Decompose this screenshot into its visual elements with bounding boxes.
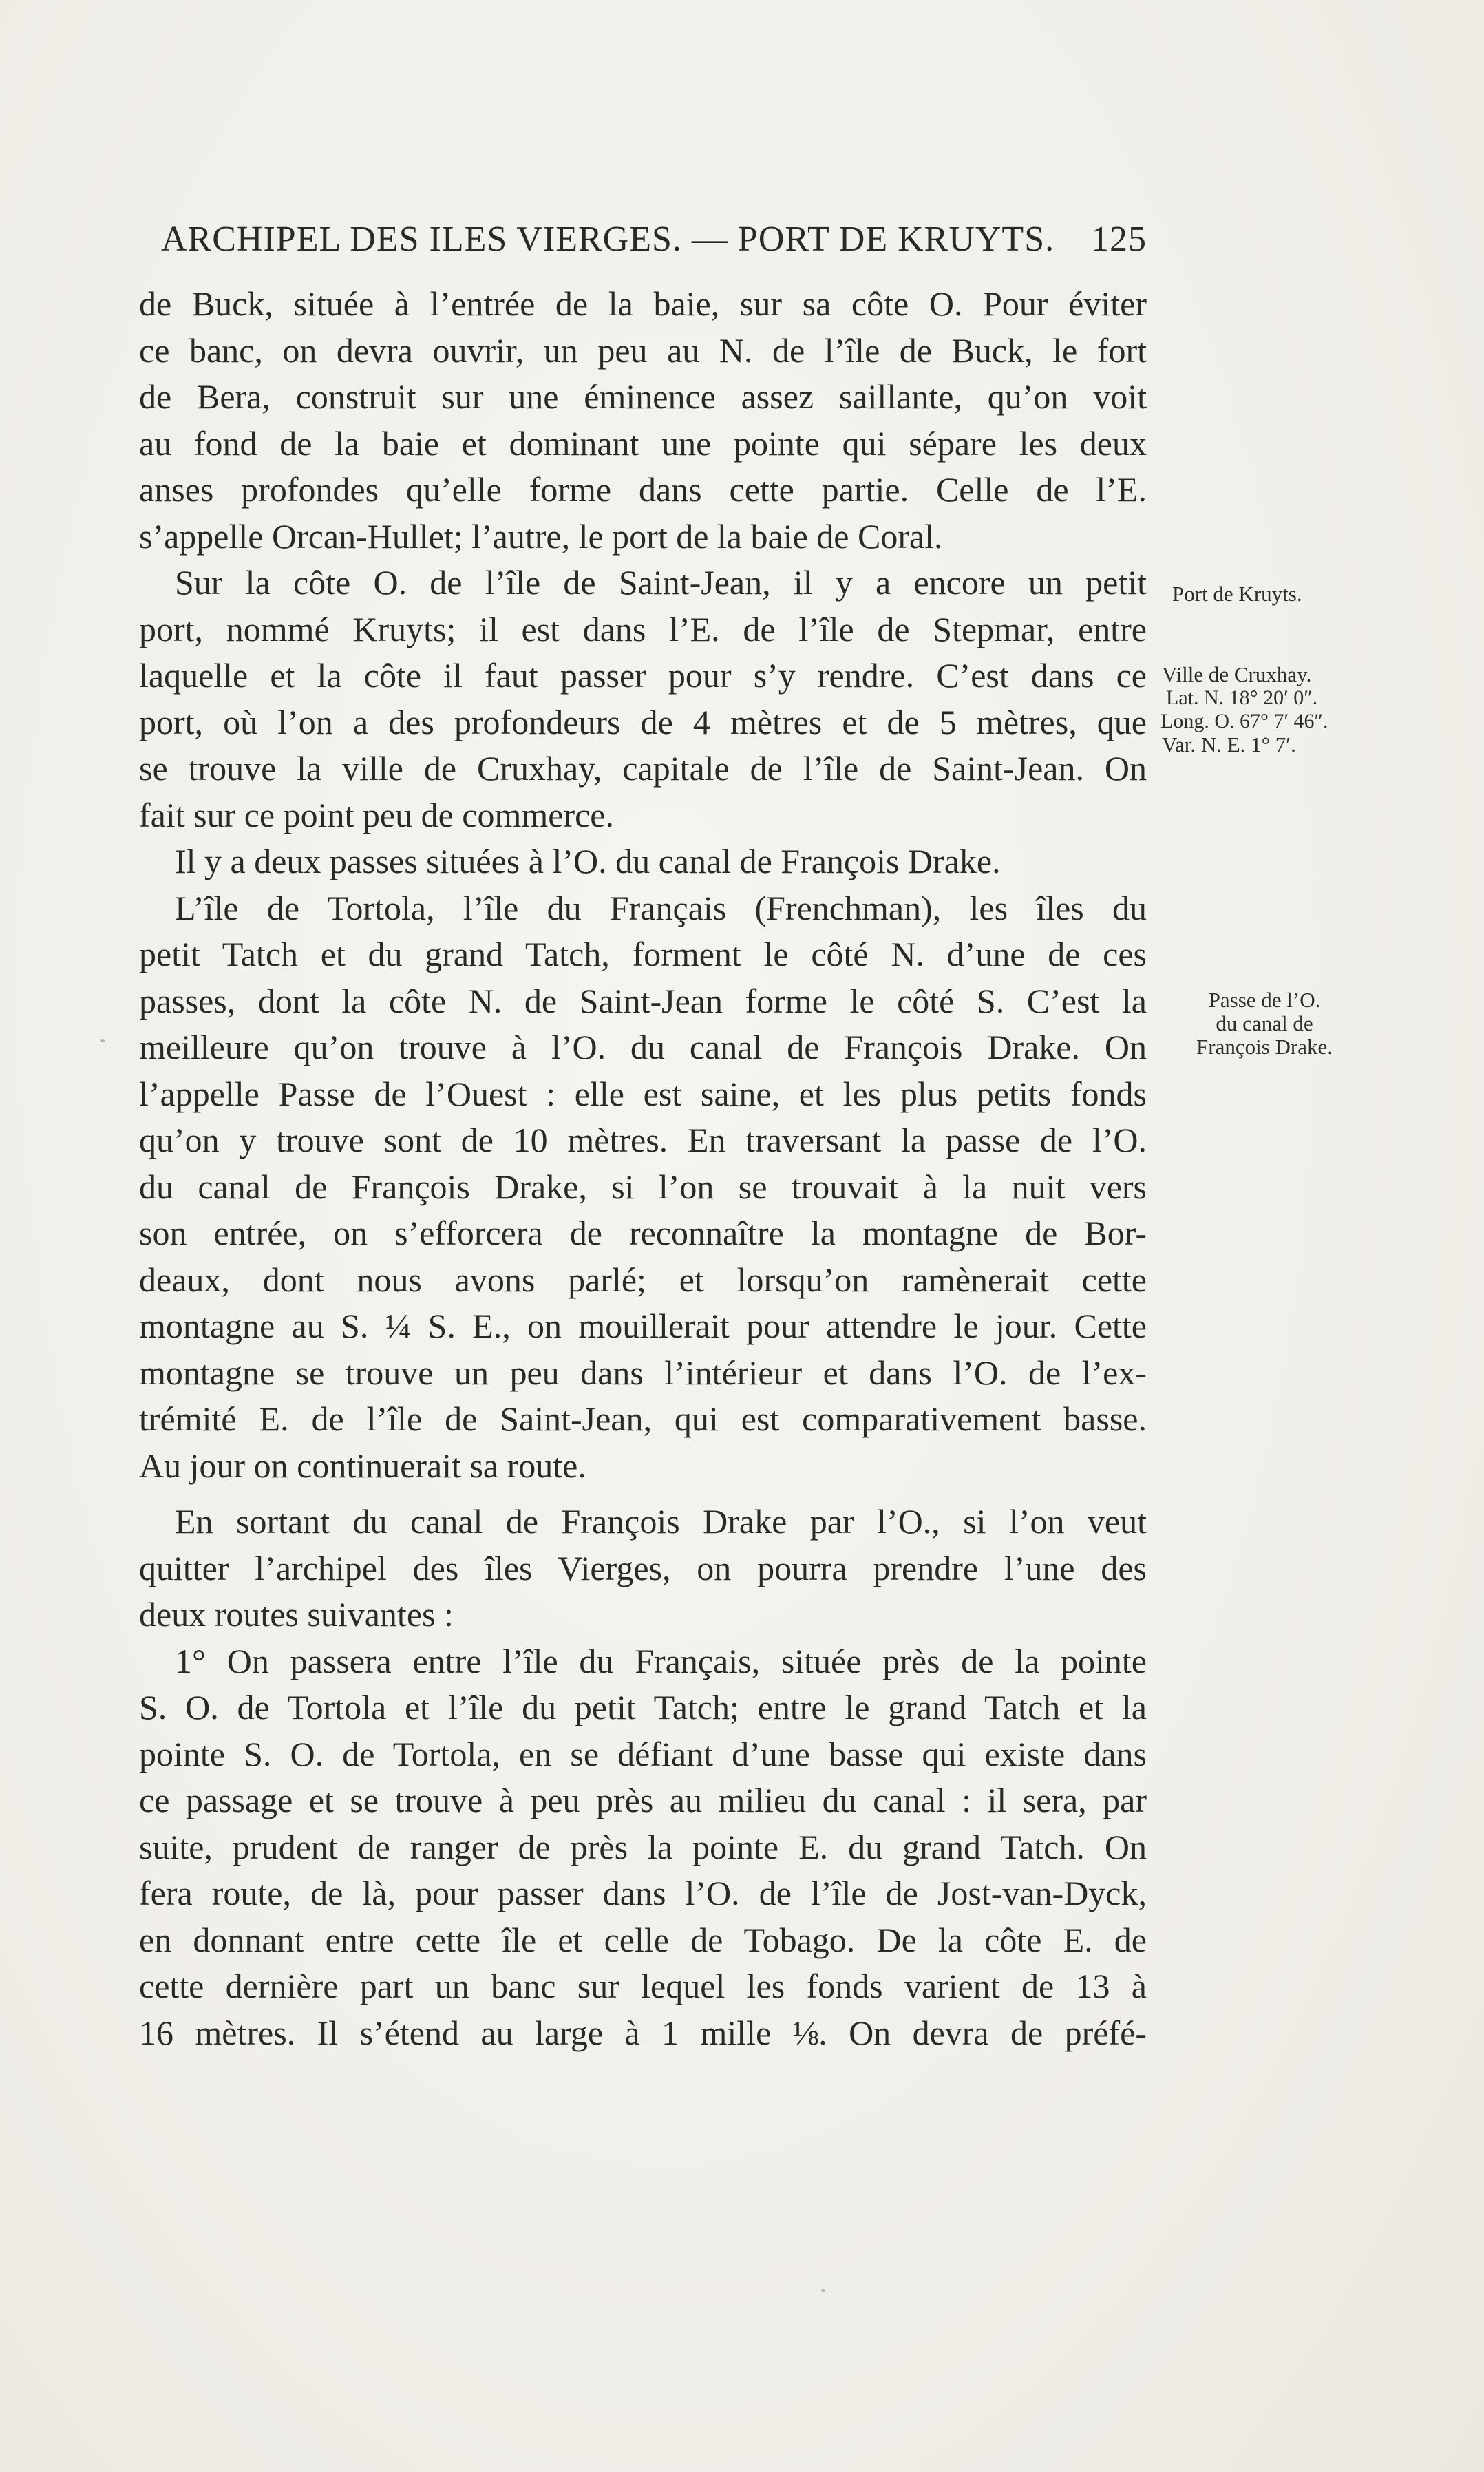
text-line: deaux, dont nous avons parlé; et lorsqu’on ramènerait cette [139, 1260, 1147, 1299]
margin-note-line: Port de Kruyts. [1172, 582, 1302, 606]
text-line: deux routes suivantes : [139, 1595, 454, 1634]
running-head-title: ARCHIPEL DES ILES VIERGES. — PORT DE KRUYTS. [161, 220, 1055, 259]
text-line: ce passage et se trouve à peu près au milieu du canal : il sera, par [139, 1781, 1147, 1819]
text-line: Il y a deux passes situées à l’O. du canal de François Drake. [175, 842, 1001, 880]
text-line: anses profondes qu’elle forme dans cette partie. Celle de l’E. [139, 470, 1147, 509]
margin-note-passe-ouest [1174, 989, 1355, 1059]
text-line: pointe S. O. de Tortola, en se défiant d’une basse qui existe dans [139, 1734, 1147, 1773]
margin-note-port-kruyts [1172, 582, 1302, 606]
text-line: l’appelle Passe de l’Ouest : elle est saine, et les plus petits fonds [139, 1074, 1147, 1113]
text-line: fera route, de là, pour passer dans l’O. de l’île de Jost-van-Dyck, [139, 1874, 1147, 1912]
text-line: meilleure qu’on trouve à l’O. du canal de François Drake. On [139, 1028, 1147, 1066]
text-line: suite, prudent de ranger de près la pointe E. du grand Tatch. On [139, 1827, 1147, 1866]
text-line: trémité E. de l’île de Saint-Jean, qui est comparativement basse. [139, 1399, 1147, 1438]
text-line: montagne se trouve un peu dans l’intérieur et dans l’O. de l’ex- [139, 1353, 1147, 1392]
margin-note-line: Ville de Cruxhay. [1162, 662, 1312, 686]
body-text [139, 281, 1147, 2056]
margin-note-line: François Drake. [1196, 1035, 1333, 1059]
text-line: S. O. de Tortola et l’île du petit Tatch; entre le grand Tatch et la [139, 1688, 1147, 1726]
text-line: de Bera, construit sur une éminence assez saillante, qu’on voit [139, 377, 1147, 416]
paper-speck [100, 1039, 105, 1042]
text-line: qu’on y trouve sont de 10 mètres. En traversant la passe de l’O. [139, 1121, 1147, 1159]
text-line: 16 mètres. Il s’étend au large à 1 mille ⅛. On devra de préfé- [139, 2013, 1147, 2052]
text-line: ce banc, on devra ouvrir, un peu au N. de l’île de Buck, le fort [139, 330, 1147, 370]
text-line: port, nommé Kruyts; il est dans l’E. de l’île de Stepmar, entre [139, 609, 1147, 648]
text-line: petit Tatch et du grand Tatch, forment le côté N. d’une de ces [139, 935, 1147, 973]
margin-note-line: Lat. N. 18° 20′ 0″. [1166, 686, 1318, 709]
margin-note-cruxhay [1160, 663, 1328, 757]
text-line: de Buck, située à l’entrée de la baie, sur sa côte O. Pour éviter [139, 284, 1147, 323]
text-line: cette dernière part un banc sur lequel les fonds varient de 13 à [139, 1967, 1147, 2005]
margin-note-line: du canal de [1216, 1011, 1313, 1035]
text-line: passes, dont la côte N. de Saint-Jean forme le côté S. C’est la [139, 981, 1147, 1020]
text-line: port, où l’on a des profondeurs de 4 mètres et de 5 mètres, que [139, 702, 1147, 741]
running-head [161, 219, 1147, 267]
paper-speck [821, 2289, 825, 2292]
text-line: En sortant du canal de François Drake par l’O., si l’on veut [175, 1502, 1147, 1541]
text-line: au fond de la baie et dominant une pointe qui sépare les deux [139, 423, 1147, 463]
margin-note-line: Var. N. E. 1° 7′. [1162, 732, 1296, 757]
text-line: quitter l’archipel des îles Vierges, on pourra prendre l’une des [139, 1548, 1147, 1587]
text-line: fait sur ce point peu de commerce. [139, 795, 614, 834]
margin-note-line: Long. O. 67° 7′ 46″. [1160, 710, 1328, 732]
text-line: L’île de Tortola, l’île du Français (Frenchman), les îles du [175, 888, 1147, 927]
page-number: 125 [1091, 220, 1147, 259]
text-line: Sur la côte O. de l’île de Saint-Jean, il y a encore un petit [175, 563, 1147, 602]
text-line: Au jour on continuerait sa route. [139, 1446, 586, 1485]
text-line: du canal de François Drake, si l’on se trouvait à la nuit vers [139, 1167, 1147, 1206]
text-line: s’appelle Orcan-Hullet; l’autre, le port de la baie de Coral. [139, 516, 943, 556]
text-line: en donnant entre cette île et celle de Tobago. De la côte E. de [139, 1920, 1147, 1959]
text-line: laquelle et la côte il faut passer pour s’y rendre. C’est dans ce [139, 656, 1147, 695]
text-line: se trouve la ville de Cruxhay, capitale de l’île de Saint-Jean. On [139, 749, 1147, 788]
text-line: 1° On passera entre l’île du Français, située près de la pointe [175, 1641, 1147, 1680]
text-line: son entrée, on s’efforcera de reconnaître la montagne de Bor- [139, 1214, 1147, 1252]
margin-note-line: Passe de l’O. [1208, 988, 1321, 1012]
text-line: montagne au S. ¼ S. E., on mouillerait pour attendre le jour. Cette [139, 1307, 1147, 1345]
